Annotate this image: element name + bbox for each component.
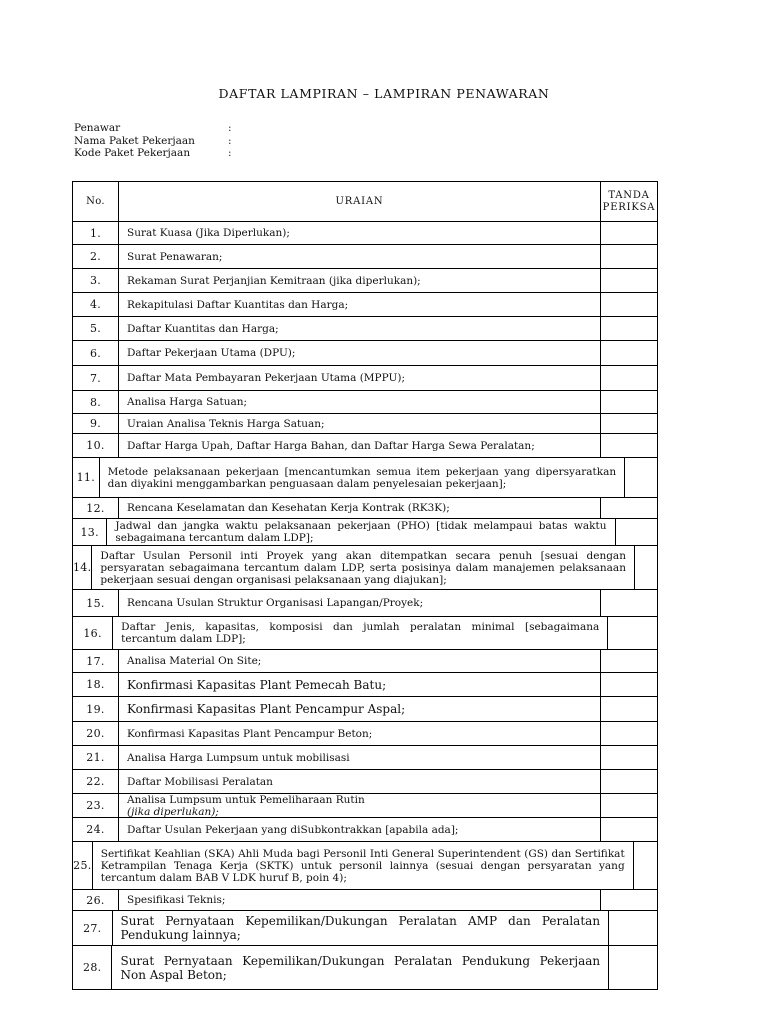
table-row xyxy=(73,697,657,722)
field-separator: : xyxy=(228,122,232,134)
table-row xyxy=(73,519,657,546)
row-number: 16. xyxy=(73,617,113,649)
table-row xyxy=(73,546,657,590)
check-cell[interactable] xyxy=(601,746,657,769)
document-title: DAFTAR LAMPIRAN – LAMPIRAN PENAWARAN xyxy=(218,86,550,101)
check-cell[interactable] xyxy=(634,842,657,889)
table-row xyxy=(73,222,657,245)
table-row xyxy=(73,341,657,366)
row-number: 20. xyxy=(73,722,119,745)
row-description xyxy=(119,434,601,457)
row-number: 13. xyxy=(73,519,107,545)
row-description xyxy=(113,617,608,649)
check-cell[interactable] xyxy=(608,617,657,649)
row-text: Analisa Harga Satuan; xyxy=(127,396,248,408)
table-row xyxy=(73,366,657,391)
row-description xyxy=(119,341,601,365)
row-description xyxy=(119,269,601,292)
row-number: 8. xyxy=(73,391,119,413)
row-text: Daftar Jenis, kapasitas, komposisi dan jumlah peralatan minimal [sebagaimana tercantum dalam LDP]; xyxy=(121,621,600,645)
row-text: Surat Kuasa (Jika Diperlukan); xyxy=(127,227,290,239)
row-description xyxy=(100,458,625,497)
row-number: 17. xyxy=(73,650,119,672)
row-description xyxy=(119,673,601,696)
row-number: 27. xyxy=(73,911,113,945)
table-row xyxy=(73,434,657,458)
check-cell[interactable] xyxy=(609,911,657,945)
row-number: 3. xyxy=(73,269,119,292)
row-text: Rekapitulasi Daftar Kuantitas dan Harga; xyxy=(127,298,349,311)
table-row xyxy=(73,590,657,617)
check-cell[interactable] xyxy=(601,414,657,433)
row-number: 24. xyxy=(73,818,119,841)
header-tanda-line2: PERIKSA xyxy=(602,201,656,213)
row-text: Daftar Pekerjaan Utama (DPU); xyxy=(127,347,296,359)
table-row xyxy=(73,673,657,697)
header-no: No. xyxy=(73,182,119,221)
header-tanda-line1: TANDA xyxy=(608,189,650,201)
row-text: Daftar Harga Upah, Daftar Harga Bahan, dan Daftar Harga Sewa Peralatan; xyxy=(127,439,535,452)
row-text: Sertifikat Keahlian (SKA) Ahli Muda bagi Personil Inti General Superintendent (GS) dan Sertifikat Ketrampilan Tenaga Kerja (SKTK) untuk personil lainnya (sesuai dengan persyaratan yang tercantum dalam BAB V LDK huruf B, poin 4); xyxy=(100,847,625,884)
row-description xyxy=(119,222,601,244)
row-number: 19. xyxy=(73,697,119,721)
check-cell[interactable] xyxy=(601,590,657,616)
row-number: 21. xyxy=(73,746,119,769)
row-text: Rencana Usulan Struktur Organisasi Lapangan/Proyek; xyxy=(127,597,424,609)
row-text: Metode pelaksanaan pekerjaan [mencantumkan semua item pekerjaan yang dipersyaratkan dan diyakini menggambarkan penguasaan dalam penyelesaian pekerjaan]; xyxy=(107,465,617,490)
table-row xyxy=(73,317,657,341)
check-cell[interactable] xyxy=(601,293,657,316)
row-number: 14. xyxy=(73,546,92,589)
field-label: Kode Paket Pekerjaan xyxy=(74,147,191,159)
table-row xyxy=(73,650,657,673)
row-description xyxy=(119,293,601,316)
row-number: 7. xyxy=(73,366,119,390)
row-text-main: Analisa Lumpsum untuk Pemeliharaan Rutin xyxy=(127,793,365,806)
row-number: 12. xyxy=(73,498,119,518)
attachment-table xyxy=(72,181,658,990)
check-cell[interactable] xyxy=(601,269,657,292)
row-description xyxy=(119,746,601,769)
header-tanda-periksa xyxy=(601,182,657,221)
row-text: Jadwal dan jangka waktu pelaksanaan pekerjaan (PHO) [tidak melampaui batas waktu sebagaimana tercantum dalam LDP]; xyxy=(115,520,607,544)
row-description xyxy=(107,519,615,545)
table-row xyxy=(73,458,657,498)
row-number: 25. xyxy=(73,842,93,889)
check-cell[interactable] xyxy=(601,794,657,817)
row-number: 2. xyxy=(73,245,119,268)
check-cell[interactable] xyxy=(601,697,657,721)
table-row xyxy=(73,770,657,794)
document-info xyxy=(74,122,238,160)
row-description xyxy=(119,697,601,721)
field-label: Nama Paket Pekerjaan xyxy=(74,134,195,147)
row-number: 15. xyxy=(73,590,119,616)
row-text: Daftar Usulan Personil inti Proyek yang akan ditempatkan secara penuh [sesuai dengan persyaratan sebagaimana tercantum dalam LDP, serta posisinya dalam manajemen pelaksanaan pekerjaan sesuai dengan organisasi pelaksanaan yang diajukan]; xyxy=(100,549,626,586)
table-row xyxy=(73,890,657,911)
row-number: 26. xyxy=(73,890,119,910)
table-row xyxy=(73,722,657,746)
table-row xyxy=(73,245,657,269)
check-cell[interactable] xyxy=(601,673,657,696)
row-description xyxy=(119,590,601,616)
row-description xyxy=(119,890,601,910)
row-text: Uraian Analisa Teknis Harga Satuan; xyxy=(127,417,325,430)
row-text: Konfirmasi Kapasitas Plant Pemecah Batu; xyxy=(127,677,387,692)
table-row xyxy=(73,293,657,317)
check-cell[interactable] xyxy=(601,818,657,841)
check-cell[interactable] xyxy=(601,770,657,793)
table-row xyxy=(73,818,657,842)
header-uraian: URAIAN xyxy=(119,182,601,221)
row-number: 4. xyxy=(73,293,119,316)
row-text: Surat Pernyataan Kepemilikan/Dukungan Peralatan Pendukung Pekerjaan Non Aspal Beton; xyxy=(120,953,601,982)
row-number: 5. xyxy=(73,317,119,340)
row-number: 28. xyxy=(73,946,112,989)
row-description xyxy=(119,414,601,433)
row-description xyxy=(119,391,601,413)
row-number: 10. xyxy=(73,434,119,457)
row-text: Rencana Keselamatan dan Kesehatan Kerja Kontrak (RK3K); xyxy=(127,502,450,514)
row-description xyxy=(119,498,601,518)
row-number: 18. xyxy=(73,673,119,696)
check-cell[interactable] xyxy=(601,650,657,672)
row-description xyxy=(113,911,610,945)
row-text xyxy=(127,794,365,818)
row-description xyxy=(119,818,601,841)
row-description xyxy=(119,366,601,390)
check-cell[interactable] xyxy=(601,890,657,910)
check-cell[interactable] xyxy=(601,434,657,457)
field-kode-paket xyxy=(74,147,238,160)
table-row xyxy=(73,746,657,770)
table-row xyxy=(73,842,657,890)
field-penawar xyxy=(74,122,238,135)
table-header-row xyxy=(73,182,657,222)
field-nama-paket xyxy=(74,135,238,148)
table-row xyxy=(73,617,657,650)
check-cell[interactable] xyxy=(601,341,657,365)
row-description xyxy=(119,722,601,745)
check-cell[interactable] xyxy=(601,317,657,340)
check-cell[interactable] xyxy=(601,245,657,268)
row-text: Rekaman Surat Perjanjian Kemitraan (jika diperlukan); xyxy=(127,274,421,287)
row-text: Daftar Kuantitas dan Harga; xyxy=(127,322,279,335)
check-cell[interactable] xyxy=(616,519,658,545)
row-text: Daftar Usulan Pekerjaan yang diSubkontrakkan [apabila ada]; xyxy=(127,823,459,836)
check-cell[interactable] xyxy=(601,498,657,518)
row-description xyxy=(112,946,609,989)
check-cell[interactable] xyxy=(609,946,657,989)
row-text: Konfirmasi Kapasitas Plant Pencampur Beton; xyxy=(127,727,373,740)
row-description xyxy=(119,770,601,793)
check-cell[interactable] xyxy=(635,546,657,589)
row-text: Analisa Harga Lumpsum untuk mobilisasi xyxy=(127,751,350,764)
row-text: Surat Pernyataan Kepemilikan/Dukungan Peralatan AMP dan Peralatan Pendukung lainnya; xyxy=(120,914,601,942)
row-text: Konfirmasi Kapasitas Plant Pencampur Aspal; xyxy=(127,702,406,716)
row-text-italic: (jika diperlukan); xyxy=(127,805,219,818)
field-separator: : xyxy=(228,147,232,159)
field-label: Penawar xyxy=(74,122,121,134)
field-separator: : xyxy=(228,134,232,147)
row-text: Daftar Mobilisasi Peralatan xyxy=(127,775,273,788)
check-cell[interactable] xyxy=(601,222,657,244)
row-number: 11. xyxy=(73,458,100,497)
table-row xyxy=(73,414,657,434)
check-cell[interactable] xyxy=(601,391,657,413)
row-description xyxy=(119,650,601,672)
check-cell[interactable] xyxy=(625,458,657,497)
table-row xyxy=(73,269,657,293)
check-cell[interactable] xyxy=(601,366,657,390)
row-description xyxy=(119,794,601,817)
row-number: 22. xyxy=(73,770,119,793)
row-text: Surat Penawaran; xyxy=(127,250,223,263)
table-row xyxy=(73,794,657,818)
table-row xyxy=(73,911,657,946)
row-number: 9. xyxy=(73,414,119,433)
table-row xyxy=(73,498,657,519)
row-number: 6. xyxy=(73,341,119,365)
row-description xyxy=(93,842,634,889)
row-description xyxy=(119,245,601,268)
row-number: 23. xyxy=(73,794,119,817)
row-description xyxy=(119,317,601,340)
table-row xyxy=(73,946,657,989)
table-row xyxy=(73,391,657,414)
check-cell[interactable] xyxy=(601,722,657,745)
row-text: Spesifikasi Teknis; xyxy=(127,894,226,906)
row-text: Analisa Material On Site; xyxy=(127,655,262,667)
row-description xyxy=(92,546,635,589)
row-number: 1. xyxy=(73,222,119,244)
row-text: Daftar Mata Pembayaran Pekerjaan Utama (MPPU); xyxy=(127,372,405,384)
